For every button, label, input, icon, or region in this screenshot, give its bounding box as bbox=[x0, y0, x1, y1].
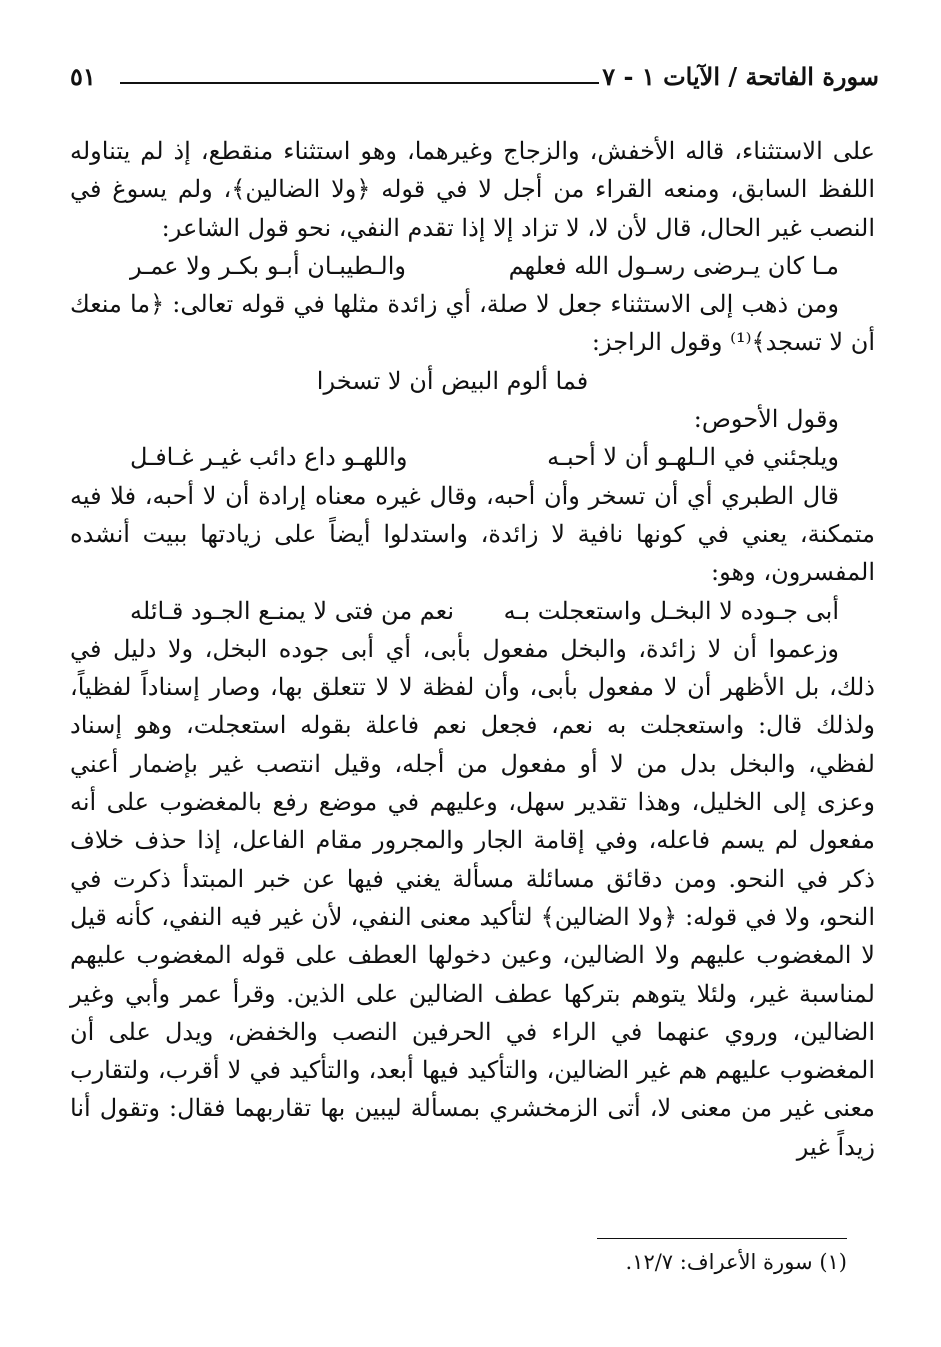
verse-3-first-hemistich: ويلجئني في الـلهـو أن لا أحبـه bbox=[547, 443, 839, 472]
verse-1-first-hemistich: مـا كان يـرضى رسـول الله فعلهم bbox=[508, 251, 839, 280]
paragraph-1: على الاستثناء، قاله الأخفش، والزجاج وغيرهما، وهو استثناء منقطع، إذ لم يتناوله اللفظ السابق، ومنعه القراء من أجل لا في قوله ﴿ولا الضالين﴾، ولم يسوغ في النصب غير الحال، قال لأن لا، لا تزاد إلا إذا تقدم النفي، نحو قول الشاعر: bbox=[70, 137, 876, 242]
page-header bbox=[70, 62, 879, 102]
verse-1-second-hemistich: والـطيبـان أبـو بكـر ولا عمـر bbox=[130, 251, 406, 280]
verse-3-second-hemistich: واللهـو داع دائب غيـر غـافـل bbox=[130, 443, 408, 472]
verse-1 bbox=[70, 247, 875, 285]
footnote-rule bbox=[597, 1238, 847, 1239]
verse-4 bbox=[70, 592, 875, 630]
page-number: ٥١ bbox=[70, 62, 96, 91]
paragraph-3: وقول الأحوص: bbox=[693, 405, 839, 434]
verse-2: فما ألوم البيض أن لا تسخرا bbox=[316, 366, 589, 395]
running-title: سورة الفاتحة / الآيات ١ - ٧ bbox=[602, 62, 879, 91]
verse-4-second-hemistich: نعم من فتى لا يمنـع الجـود قـائله bbox=[130, 596, 455, 625]
main-text bbox=[70, 132, 875, 1166]
verse-4-first-hemistich: أبى جـوده لا البخـل واستعجلت بـه bbox=[503, 596, 839, 625]
paragraph-5: وزعموا أن لا زائدة، والبخل مفعول بأبى، أي أبى جوده البخل، ولا دليل في ذلك، بل الأظهر أن لا مفعول بأبى، وأن لفظة لا لا تتعلق بها، وصار إسناداً لفظياً، ولذلك قال: واستعجلت به نعم، فجعل نعم فاعلة بقوله استعجلت، وهو إسناد لفظي، والبخل بدل من لا أو مفعول من أجله، وقيل انتصب غير بإضمار أعني وعزى إلى الخليل، وهذا تقدير سهل، وعليهم في موضع رفع بالمغضوب على أنه مفعول لم يسم فاعله، وفي إقامة الجار والمجرور مقام الفاعل، إذا حذف خلاف ذكر في النحو. ومن دقائق مسائلة مسألة يغني فيها عن خبر المبتدأ ذكرت في النحو، ولا في قوله: ﴿ولا الضالين﴾ لتأكيد معنى النفي، لأن غير فيه النفي، كأنه قيل لا المغضوب عليهم ولا الضالين، وعين دخولها العطف على قوله المغضوب عليهم لمناسبة غير، ولئلا يتوهم بتركها عطف الضالين على الذين. وقرأ عمر وأبي وغير الضالين، وروي عنهما في الراء في الحرفين النصب والخفض، ويدل على أن المغضوب عليهم هم غير الضالين، والتأكيد فيها أبعد، والتأكيد في لا أقرب، ولتقارب معنى غير من معنى لا، أتى الزمخشري بمسألة ليبين بها تقاربهما فقال: وتقول أنا زيداً غير bbox=[70, 634, 875, 1161]
header-rule bbox=[120, 82, 599, 84]
paragraph-2: ومن ذهب إلى الاستثناء جعل لا صلة، أي زائدة مثلها في قوله تعالى: ﴿ما منعك أن لا تسجد﴾⁽¹⁾ وقول الراجز: bbox=[70, 290, 875, 357]
paragraph-4: قال الطبري أي أن تسخر وأن أحبه، وقال غيره معناه إرادة أن لا أحبه، فلا فيه متمكنة، يعني في كونها نافية لا زائدة، واستدلوا أيضاً على زيادتها ببيت أنشده المفسرون، وهو: bbox=[70, 481, 875, 587]
verse-3 bbox=[70, 438, 875, 476]
footnote: (١) سورة الأعراف: ١٢/٧. bbox=[625, 1250, 847, 1274]
